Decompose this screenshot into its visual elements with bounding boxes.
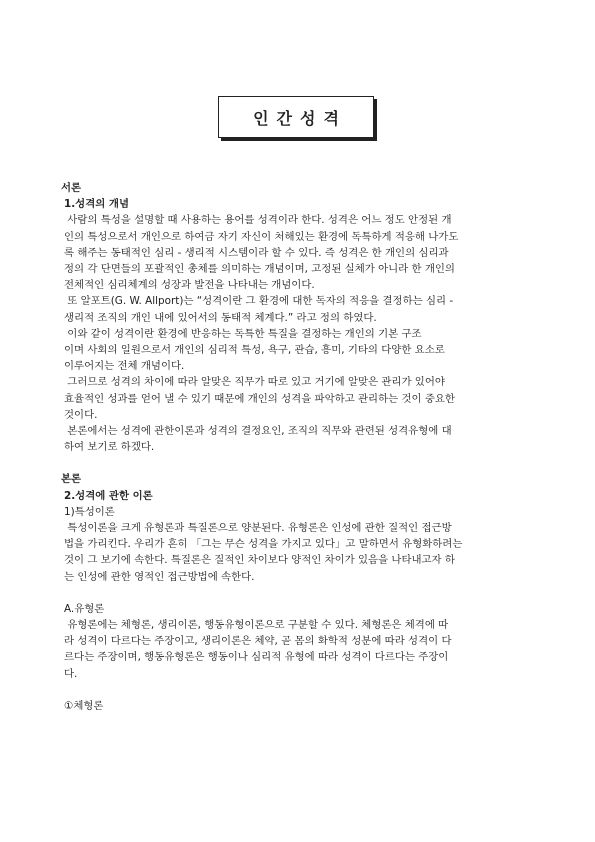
paragraph-line: 록 해주는 동태적인 심리 - 생리적 시스템이라 할 수 있다. 즉 성격은 한 개인의 심리과 [64, 246, 449, 259]
section-gap [61, 585, 546, 601]
paragraph-line: 생리적 조직의 개인 내에 있어서의 동태적 체계다.” 라고 정의 하였다. [64, 311, 377, 324]
paragraph-line: 이며 사회의 일원으로서 개인의 심리적 특성, 욕구, 관습, 흥미, 기타의 다양한 요소로 [64, 344, 445, 357]
paragraph-line: 는 인성에 관한 영적인 접근방법에 속한다. [64, 570, 255, 583]
paragraph-line: 이루어지는 전체 개념이다. [64, 360, 185, 373]
paragraph-line: 그러므로 성격의 차이에 따라 알맞은 직무가 따로 있고 거기에 알맞은 관리가 있어야 [64, 376, 445, 389]
paragraph-line: 하여 보기로 하겠다. [64, 441, 155, 454]
paragraph-line: 유형론에는 체형론, 생리이론, 행동유형이론으로 구분할 수 있다. 체형론은 체격에 따 [64, 619, 449, 632]
paragraph-line: 또 알포트(G. W. Allport)는 “성격이란 그 환경에 대한 독자의 적응을 결정하는 심리 - [64, 295, 454, 308]
paragraph-line: 것이다. [64, 408, 98, 421]
section-heading: 본론 [61, 473, 82, 486]
paragraph-line: 효율적인 성과를 얻어 낼 수 있기 때문에 개인의 성격을 파악하고 관리하는 것이 중요한 [64, 392, 455, 405]
paragraph-line: 이와 같이 성격이란 환경에 반응하는 독특한 특질을 결정하는 개인의 기본 구조 [64, 327, 422, 340]
paragraph-line: 르다는 주장이며, 행동유형론은 행동이나 심리적 유형에 따라 성격이 다르다는 주장이 [64, 651, 449, 664]
paragraph-line: 전체적인 심리체계의 성장과 발전을 나타내는 개념이다. [64, 279, 315, 292]
minor-heading: A.유형론 [64, 602, 105, 615]
paragraph-line: 인의 특성으로서 개인으로 하여금 자기 자신이 처해있는 환경에 독특하게 적응해 나가도 [64, 230, 459, 243]
document-body [61, 180, 546, 714]
paragraph-line: 정의 각 단면들의 포괄적인 총체를 의미하는 개념이며, 고정된 실체가 아니라 한 개인의 [64, 263, 455, 276]
subsection-heading: 2.성격에 관한 이론 [64, 489, 153, 502]
section-heading: 서론 [61, 182, 82, 194]
title-box [218, 96, 374, 138]
paragraph-line: 다. [64, 667, 78, 680]
minor-heading: 1)특성이론 [64, 505, 115, 518]
paragraph-line: 법을 가리킨다. 우리가 흔히 「그는 무슨 성격을 가지고 있다」고 말하면서 유형화하려는 [64, 538, 463, 551]
document-title: 인간성격 [253, 108, 347, 128]
paragraph-line: 사람의 특성을 설명할 때 사용하는 용어를 성격이라 한다. 성격은 어느 정도 안정된 개 [64, 214, 452, 227]
subsection-heading: 1.성격의 개념 [64, 198, 129, 211]
paragraph-line: 라 성격이 다르다는 주장이고, 생리이론은 체약, 곧 몸의 화학적 성분에 따라 성격이 다 [64, 635, 452, 648]
paragraph-line: 특성이론을 크게 유형론과 특질론으로 양분된다. 유형론은 인성에 관한 질적인 접근방 [64, 522, 452, 535]
minor-heading: ①체형론 [64, 699, 104, 712]
paragraph-line: 본론에서는 성격에 관한이론과 성격의 결정요인, 조직의 직무와 관련된 성격유형에 대 [64, 425, 452, 438]
section-gap [61, 682, 546, 698]
paragraph-line: 것이 그 보기에 속한다. 특질론은 질적인 차이보다 양적인 차이가 있음을 나타내고자 하 [64, 554, 455, 567]
section-gap [61, 455, 546, 471]
